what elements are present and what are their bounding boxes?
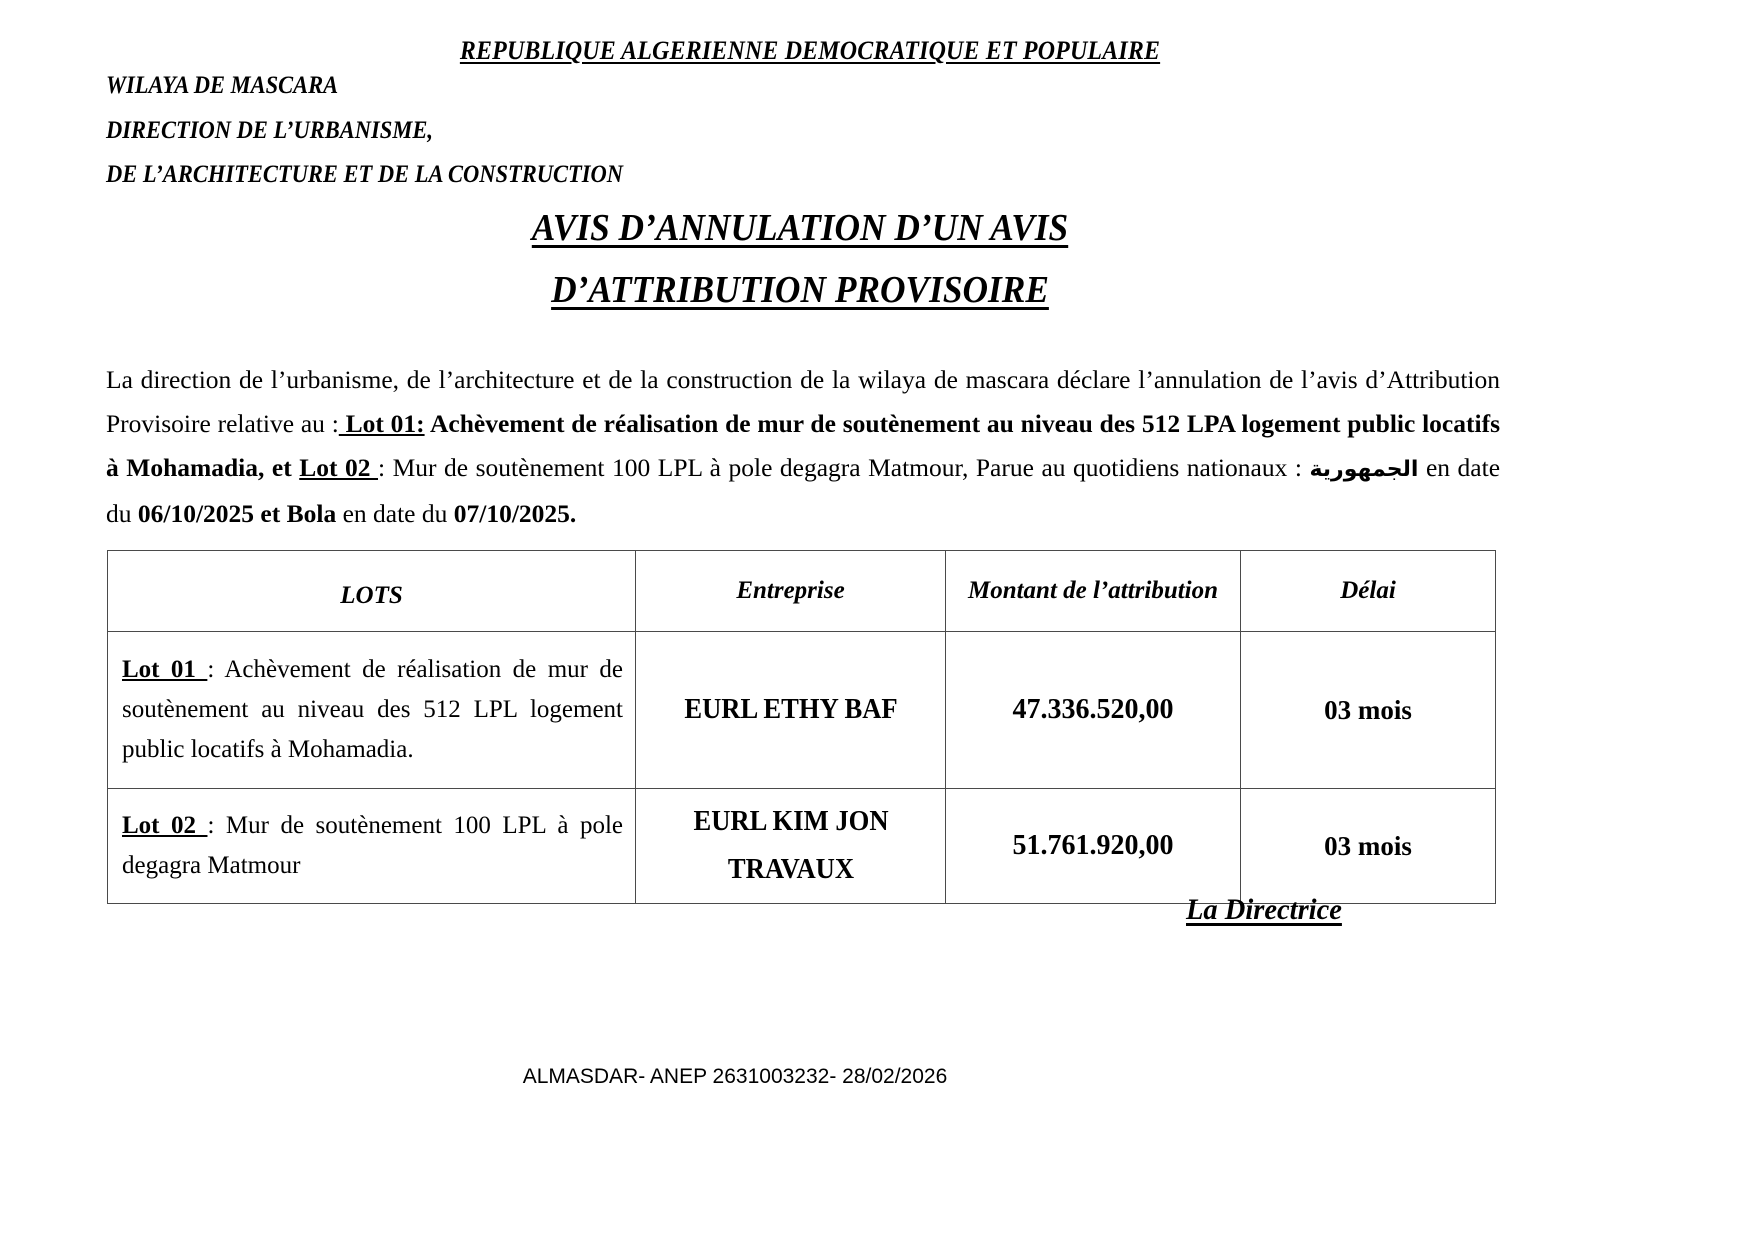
attribution-table xyxy=(107,550,1496,904)
republic-heading xyxy=(65,36,1555,66)
lot-description-text: : Achèvement de réalisation de mur de soutènement au niveau des 512 LPL logement public locatifs à Mohamadia. xyxy=(122,656,623,763)
cell-lot-description xyxy=(108,632,636,789)
cell-entreprise xyxy=(643,789,938,904)
column-header-entreprise: Entreprise xyxy=(636,551,946,632)
paragraph-arabic-newspaper: الجمهورية xyxy=(1309,457,1419,482)
paragraph-segment-1: La direction de l’urbanisme, de l’architecture et de la construction de la wilaya de mascara déclare l’annulation de l’avis d’Attribution Provisoire relative au : xyxy=(106,365,1500,438)
paragraph-lot02-label: Lot 02 xyxy=(299,453,379,482)
footer-reference: ALMASDAR- ANEP 2631003232- 28/02/2026 xyxy=(522,1065,948,1088)
wilaya-heading: WILAYA DE MASCARA xyxy=(106,72,339,99)
republic-heading-text: REPUBLIQUE ALGERIENNE DEMOCRATIQUE ET POPULAIRE xyxy=(459,36,1161,65)
column-header-lots: LOTS xyxy=(108,551,636,632)
column-header-delai: Délai xyxy=(1241,551,1496,632)
cell-montant: 47.336.520,00 xyxy=(946,632,1241,789)
direction-heading-line1: DIRECTION DE L’URBANISME, xyxy=(106,117,433,144)
page-title-line1-text: AVIS D’ANNULATION D’UN AVIS xyxy=(531,207,1069,249)
lot-description-text: : Mur de soutènement 100 LPL à pole degagra Matmour xyxy=(122,812,624,879)
signature-title: La Directrice xyxy=(1186,893,1342,926)
entreprise-line-2: TRAVAUX xyxy=(727,854,854,885)
cell-lot-description xyxy=(108,789,636,904)
paragraph-segment-5: en date du xyxy=(336,499,454,528)
announcement-paragraph xyxy=(106,358,1500,536)
lot-label: Lot 01 xyxy=(122,656,208,683)
paragraph-date-2: 07/10/2025. xyxy=(453,499,577,528)
direction-heading-line2: DE L’ARCHITECTURE ET DE LA CONSTRUCTION xyxy=(106,161,623,188)
cell-entreprise: EURL ETHY BAF xyxy=(643,632,938,789)
table-row xyxy=(108,632,1496,789)
page-title-line1 xyxy=(56,206,1544,250)
paragraph-segment-2: Achèvement de réalisation de mur de soutènement au niveau des 512 LPA logement public locatifs à Mohamadia, et xyxy=(106,409,1500,482)
entreprise-line-1: EURL KIM JON xyxy=(692,806,889,837)
table-row xyxy=(108,789,1496,904)
lot-label: Lot 02 xyxy=(122,812,208,839)
cell-delai: 03 mois xyxy=(1241,632,1496,789)
page-title-line2-text: D’ATTRIBUTION PROVISOIRE xyxy=(551,269,1049,311)
paragraph-lot01-label: Lot 01: xyxy=(338,409,425,438)
paragraph-segment-3: : Mur de soutènement 100 LPL à pole degagra Matmour, Parue au quotidiens nationaux : xyxy=(378,453,1310,482)
paragraph-segment-4: en date du xyxy=(106,453,1501,528)
column-header-montant: Montant de l’attribution xyxy=(946,551,1241,632)
table-header-row xyxy=(108,551,1496,632)
cell-montant: 51.761.920,00 xyxy=(946,789,1241,904)
cell-delai: 03 mois xyxy=(1241,789,1496,904)
page-title-line2 xyxy=(56,268,1544,312)
paragraph-date-1: 06/10/2025 et Bola xyxy=(137,499,337,528)
